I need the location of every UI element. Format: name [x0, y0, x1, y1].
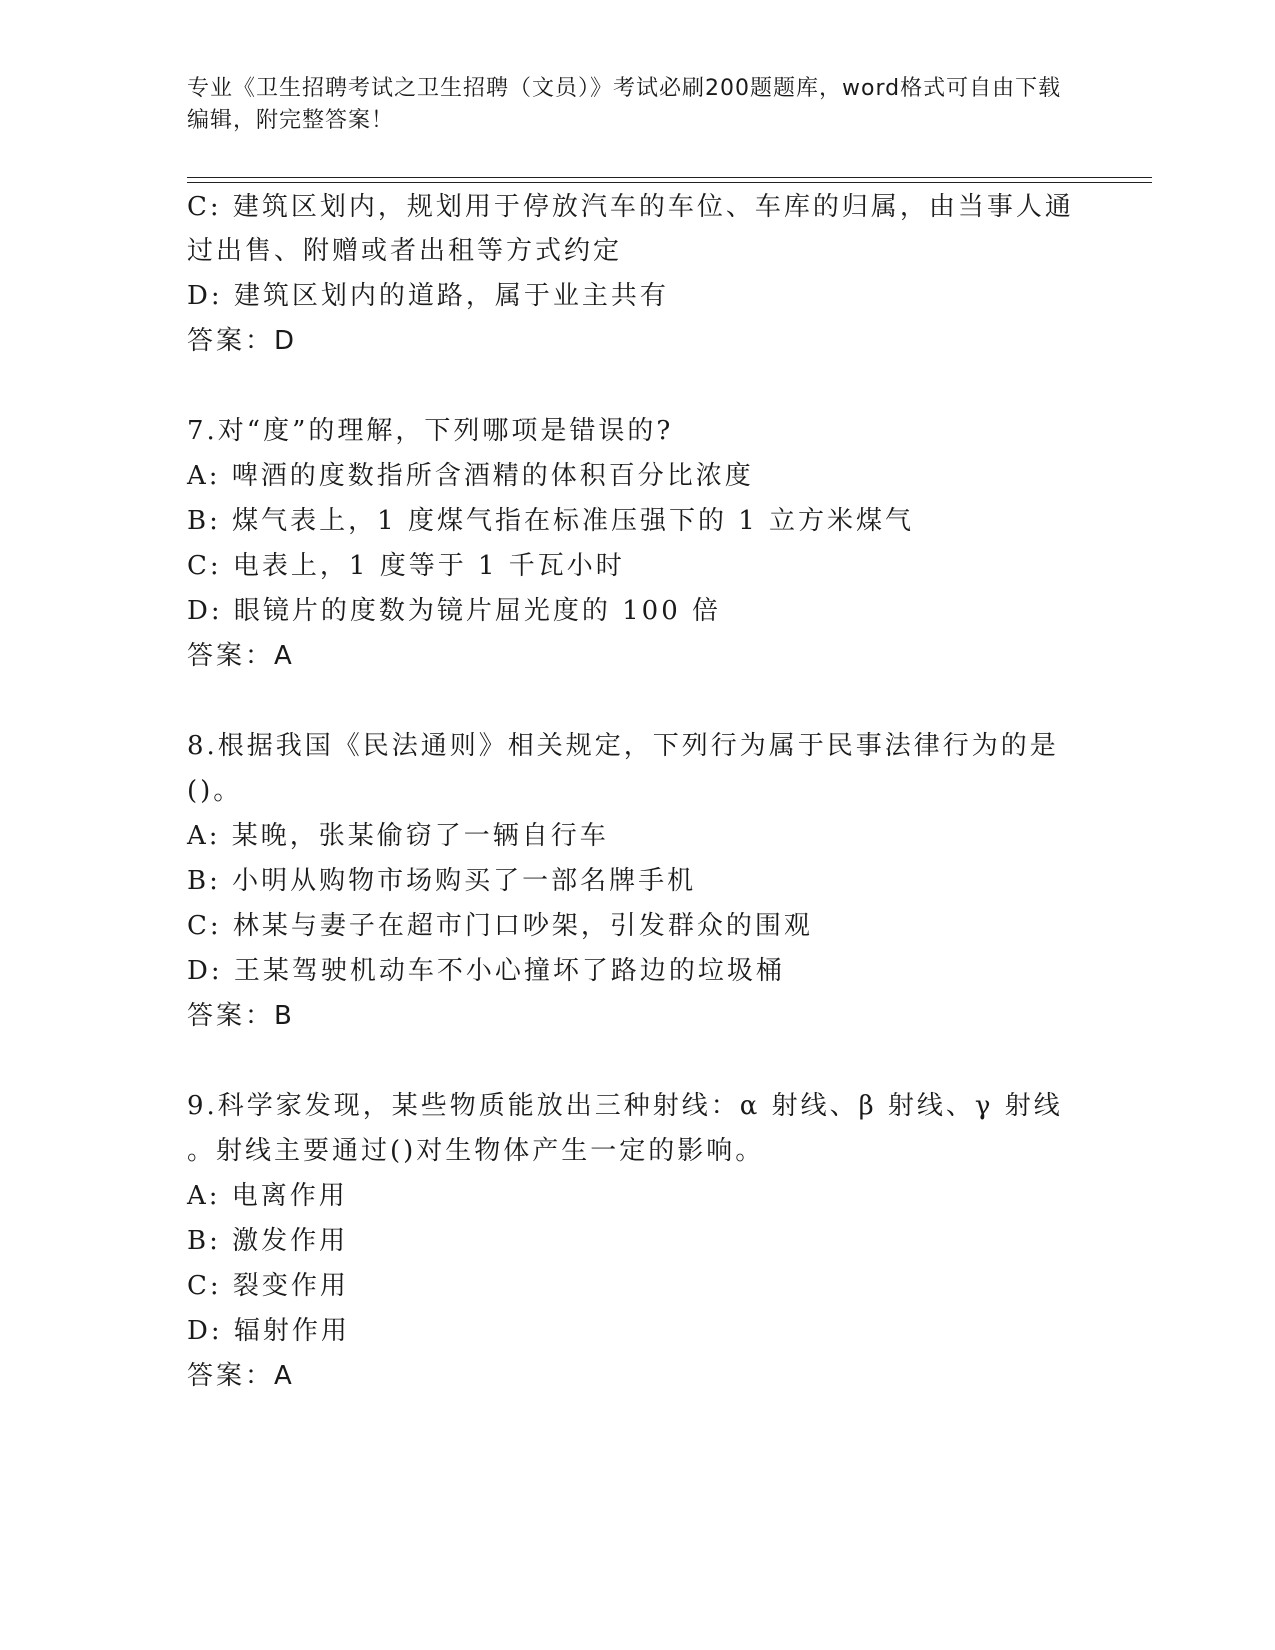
header-rule-bottom	[187, 182, 1152, 183]
q7-option-c: C: 电表上，1 度等于 1 千瓦小时	[187, 551, 625, 581]
document-header: 专业《卫生招聘考试之卫生招聘（文员）》考试必刷200题题库，word格式可自由下载编辑，附完整答案！	[187, 76, 1062, 133]
q7-option-d: D: 眼镜片的度数为镜片屈光度的 100 倍	[187, 596, 722, 626]
header-rule-top	[187, 177, 1152, 178]
q7-option-b: B: 煤气表上，1 度煤气指在标准压强下的 1 立方米煤气	[187, 506, 915, 536]
prev-answer: 答案：D	[187, 326, 298, 356]
q8-option-d: D: 王某驾驶机动车不小心撞坏了路边的垃圾桶	[187, 956, 785, 986]
q9-question-line1: 9.科学家发现，某些物质能放出三种射线：α 射线、β 射线、γ 射线	[187, 1091, 1063, 1121]
q9-option-a: A: 电离作用	[187, 1181, 348, 1211]
q7-answer: 答案：A	[187, 641, 295, 671]
q9-option-c: C: 裂变作用	[187, 1271, 349, 1301]
q9-option-b: B: 激发作用	[187, 1226, 349, 1256]
q9-option-d: D: 辐射作用	[187, 1316, 350, 1346]
q8-option-c: C: 林某与妻子在超市门口吵架，引发群众的围观	[187, 911, 813, 941]
q7-option-a: A: 啤酒的度数指所含酒精的体积百分比浓度	[187, 461, 754, 491]
prev-option-c-line2: 过出售、附赠或者出租等方式约定	[187, 236, 623, 266]
q9-answer: 答案：A	[187, 1361, 295, 1391]
q8-option-a: A: 某晚，张某偷窃了一辆自行车	[187, 821, 609, 851]
prev-option-d: D: 建筑区划内的道路，属于业主共有	[187, 281, 669, 311]
q8-answer: 答案：B	[187, 1001, 295, 1031]
q8-question-line2: ()。	[187, 776, 243, 806]
q7-question: 7.对“度”的理解，下列哪项是错误的?	[187, 416, 674, 446]
q8-option-b: B: 小明从购物市场购买了一部名牌手机	[187, 866, 697, 896]
q8-question-line1: 8.根据我国《民法通则》相关规定，下列行为属于民事法律行为的是	[187, 731, 1059, 761]
prev-option-c-line1: C: 建筑区划内，规划用于停放汽车的车位、车库的归属，由当事人通	[187, 192, 1074, 222]
q9-question-line2: 。射线主要通过()对生物体产生一定的影响。	[187, 1136, 765, 1166]
